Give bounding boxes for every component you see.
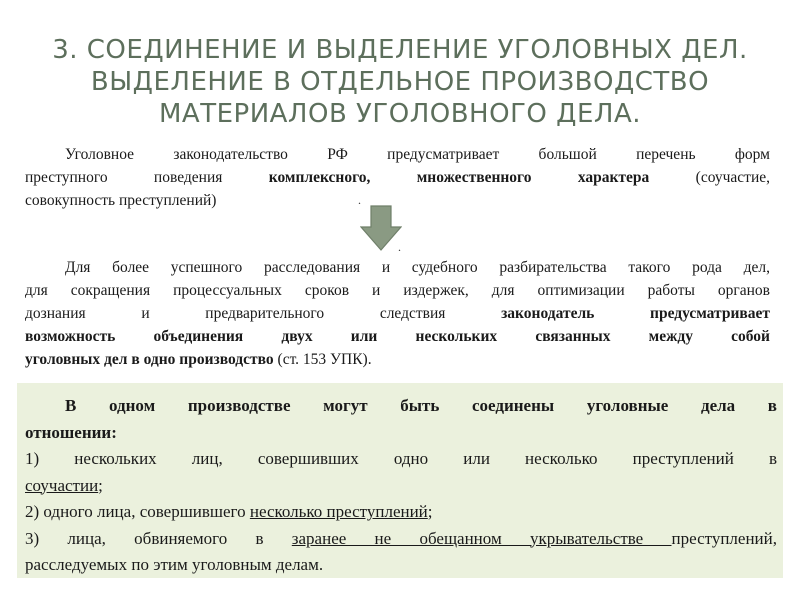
text-line: уголовных дел в одно производство (ст. 153 УПК). [25, 351, 372, 368]
underlined-text: несколько преступлений [249, 502, 428, 521]
bold-text: возможность объединения двух или нескольких связанных между собой [25, 328, 770, 345]
paragraph-reason [25, 256, 770, 371]
box-text [25, 393, 777, 579]
text-line [25, 393, 777, 420]
slide-title [20, 34, 780, 130]
title-line-3: МАТЕРИАЛОВ УГОЛОВНОГО ДЕЛА. [158, 99, 642, 129]
bold-text: законодатель предусматривает [501, 305, 770, 322]
text-line: Уголовное законодательство РФ предусматривает большой перечень форм [65, 146, 770, 163]
down-arrow-icon [360, 205, 402, 251]
text-line: для сокращения процессуальных сроков и издержек, для оптимизации работы органов [25, 282, 770, 299]
list-item-cont: расследуемых по этим уголовным делам. [25, 555, 324, 574]
highlight-box [17, 383, 783, 578]
list-item: 2) одного лица, совершившего несколько преступлений; [25, 502, 433, 521]
list-item: 1) нескольких лиц, совершивших одно или несколько преступлений в [25, 449, 777, 468]
bold-text: отношении: [25, 422, 117, 442]
paragraph-intro [25, 143, 770, 212]
list-item-cont: соучастии; [25, 475, 103, 495]
underlined-text: соучастии [25, 475, 99, 495]
dot-mark: . [358, 193, 361, 207]
title-line-1: 3. СОЕДИНЕНИЕ И ВЫДЕЛЕНИЕ УГОЛОВНЫХ ДЕЛ. [52, 35, 748, 65]
text-line: совокупность преступлений) [25, 192, 217, 209]
list-item: 3) лица, обвиняемого в заранее не обещанном укрывательстве преступлений, [25, 528, 777, 548]
bold-text: В одном производстве могут быть соединены уголовные дела в [65, 396, 777, 415]
text-line: дознания и предварительного следствия законодатель предусматривает [25, 305, 770, 322]
bold-text: комплексного, множественного характера [268, 169, 650, 186]
text-line: преступного поведения комплексного, множественного характера (соучастие, [25, 169, 770, 186]
underlined-text: заранее не обещанном укрывательстве [291, 528, 672, 548]
text-line [25, 420, 777, 447]
text-line: Для более успешного расследования и судебного разбирательства такого рода дел, [65, 259, 770, 276]
dot-mark: . [398, 240, 401, 254]
title-line-2: ВЫДЕЛЕНИЕ В ОТДЕЛЬНОЕ ПРОИЗВОДСТВО [90, 67, 710, 97]
bold-text: уголовных дел в одно производство [25, 351, 274, 368]
text-line [25, 325, 770, 348]
